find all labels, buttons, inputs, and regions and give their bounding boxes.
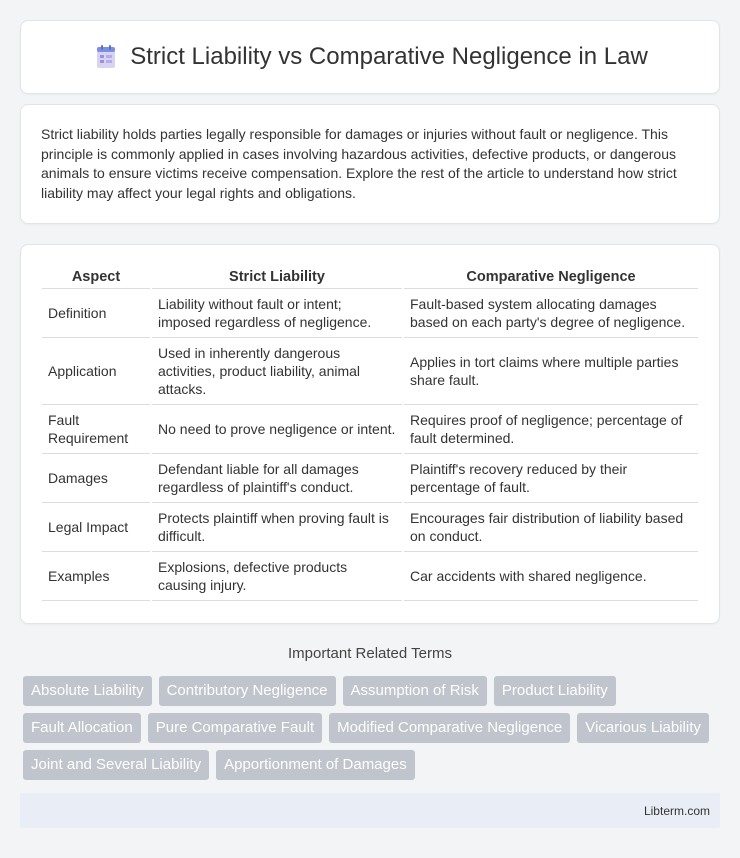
row-strict-liability: No need to prove negligence or intent. (151, 405, 403, 454)
comparison-table (42, 265, 698, 601)
table-row (42, 552, 698, 601)
related-term-tag[interactable]: Assumption of Risk (343, 676, 487, 706)
row-comparative-negligence: Encourages fair distribution of liability based on conduct. (403, 503, 698, 552)
related-term-tag[interactable]: Contributory Negligence (159, 676, 336, 706)
row-comparative-negligence: Plaintiff's recovery reduced by their percentage of fault. (403, 454, 698, 503)
intro-card (20, 104, 720, 224)
table-row (42, 405, 698, 454)
title-card (20, 20, 720, 94)
related-term-tag[interactable]: Pure Comparative Fault (148, 713, 322, 743)
table-row (42, 338, 698, 405)
row-strict-liability: Liability without fault or intent; imposed regardless of negligence. (151, 289, 403, 338)
intro-text: Strict liability holds parties legally responsible for damages or injuries without fault or negligence. This principle is commonly applied in cases involving hazardous activities, defective products, or dangerous animals to ensure victims receive compensation. Explore the rest of the article to understand how strict liability may affect your legal rights and obligations. (41, 126, 677, 201)
row-comparative-negligence: Fault-based system allocating damages based on each party's degree of negligence. (403, 289, 698, 338)
related-term-tag[interactable]: Apportionment of Damages (216, 750, 415, 780)
row-strict-liability: Used in inherently dangerous activities, product liability, animal attacks. (151, 338, 403, 405)
related-term-tag[interactable]: Product Liability (494, 676, 616, 706)
footer-site-link[interactable]: Libterm.com (643, 803, 710, 818)
table-row (42, 454, 698, 503)
header-strict-liability: Strict Liability (151, 265, 403, 289)
document-icon (92, 43, 120, 71)
row-aspect: Fault Requirement (42, 405, 151, 454)
related-term-tag[interactable]: Absolute Liability (23, 676, 152, 706)
row-aspect: Application (42, 338, 151, 405)
footer (20, 793, 720, 828)
row-strict-liability: Protects plaintiff when proving fault is difficult. (151, 503, 403, 552)
related-term-tag[interactable]: Joint and Several Liability (23, 750, 209, 780)
row-comparative-negligence: Car accidents with shared negligence. (403, 552, 698, 601)
row-strict-liability: Explosions, defective products causing injury. (151, 552, 403, 601)
row-comparative-negligence: Requires proof of negligence; percentage of fault determined. (403, 405, 698, 454)
row-aspect: Legal Impact (42, 503, 151, 552)
page-title: Strict Liability vs Comparative Negligence in Law (130, 43, 648, 70)
row-comparative-negligence: Applies in tort claims where multiple parties share fault. (403, 338, 698, 405)
header-aspect: Aspect (42, 265, 151, 289)
table-header-row (42, 265, 698, 289)
row-aspect: Examples (42, 552, 151, 601)
row-strict-liability: Defendant liable for all damages regardless of plaintiff's conduct. (151, 454, 403, 503)
related-term-tag[interactable]: Vicarious Liability (577, 713, 709, 743)
comparison-table-card (20, 244, 720, 624)
row-aspect: Damages (42, 454, 151, 503)
header-comparative-negligence: Comparative Negligence (403, 265, 698, 289)
table-row (42, 289, 698, 338)
related-terms-list (23, 676, 723, 787)
related-term-tag[interactable]: Fault Allocation (23, 713, 141, 743)
related-terms-title: Important Related Terms (288, 645, 452, 662)
row-aspect: Definition (42, 289, 151, 338)
related-term-tag[interactable]: Modified Comparative Negligence (329, 713, 570, 743)
table-row (42, 503, 698, 552)
